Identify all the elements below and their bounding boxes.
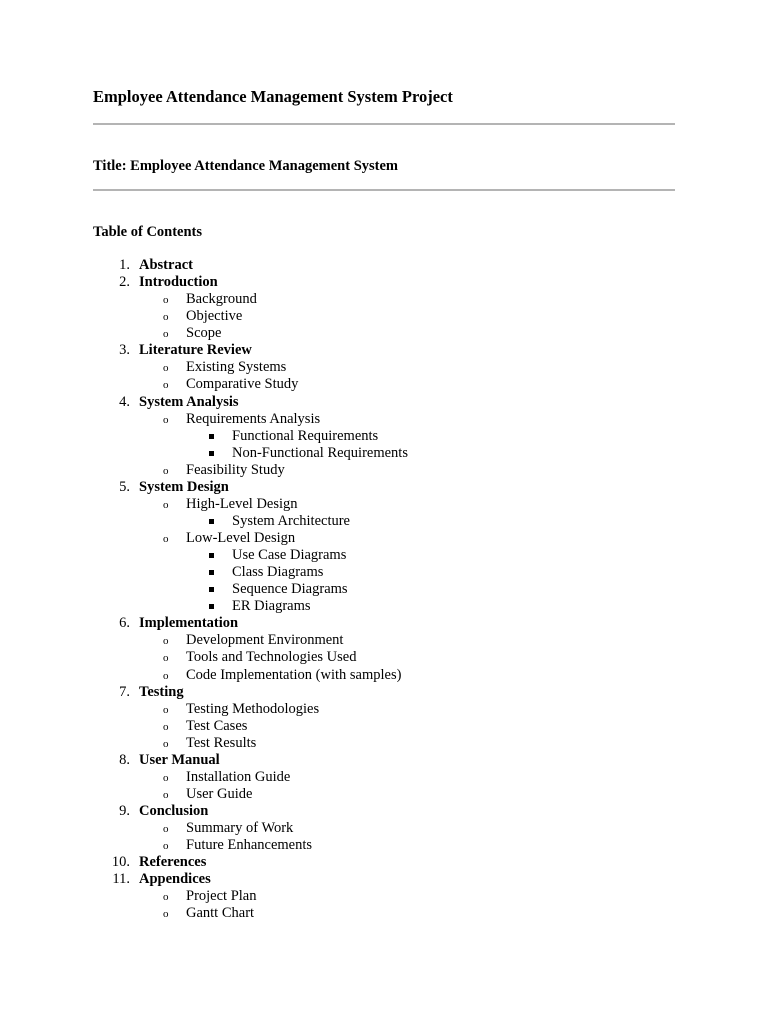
circle-bullet-icon: o (163, 533, 169, 545)
toc-item-label: Gantt Chart (186, 905, 255, 922)
toc-item-label: Future Enhancements (186, 837, 313, 854)
toc-subsubsection (0, 513, 768, 530)
circle-bullet-icon: o (163, 891, 169, 904)
toc-item-label: Use Case Diagrams (232, 547, 347, 564)
toc-item-label: Development Environment (186, 632, 344, 649)
toc-number: 6. (119, 615, 130, 632)
toc-subsection (0, 359, 768, 376)
toc-subsection (0, 769, 768, 786)
toc-item-label: Low-Level Design (186, 530, 296, 546)
toc-subsection (0, 667, 768, 684)
toc-subsection (0, 376, 768, 393)
toc-section (0, 871, 768, 888)
toc-item-label: System Analysis (139, 393, 239, 410)
toc-item-label: User Manual (139, 751, 220, 768)
toc-item-label: Functional Requirements (232, 427, 379, 444)
circle-bullet-icon: o (163, 771, 169, 784)
toc-item-label: Requirements Analysis (186, 410, 321, 427)
toc-subsection (0, 701, 768, 718)
toc-number: 9. (119, 803, 130, 819)
toc-item-label: Installation Guide (186, 768, 291, 785)
toc-item-label: Project Plan (186, 888, 257, 905)
toc-section (0, 342, 768, 359)
toc-item-label: Test Results (186, 734, 257, 751)
toc-section (0, 615, 768, 632)
table-of-contents (0, 257, 768, 922)
toc-number: 11. (112, 871, 130, 888)
toc-item-label: Test Cases (186, 717, 248, 734)
toc-subsubsection (0, 581, 768, 598)
toc-item-label: Literature Review (139, 342, 252, 359)
toc-subsection (0, 905, 768, 922)
toc-item-label: Abstract (139, 257, 193, 273)
toc-subsection (0, 649, 768, 666)
square-bullet-icon (209, 553, 214, 558)
toc-number: 3. (119, 342, 130, 359)
circle-bullet-icon: o (163, 908, 169, 921)
toc-subsection (0, 462, 768, 479)
toc-item-label: Appendices (139, 871, 211, 888)
toc-number: 7. (119, 683, 130, 700)
circle-bullet-icon: o (163, 498, 169, 511)
circle-bullet-icon: o (163, 379, 169, 392)
toc-section (0, 274, 768, 291)
square-bullet-icon (209, 451, 214, 456)
circle-bullet-icon: o (163, 652, 169, 665)
toc-heading: Table of Contents (93, 224, 203, 240)
toc-subsection (0, 308, 768, 325)
toc-subsection (0, 291, 768, 308)
toc-subsection (0, 837, 768, 854)
toc-item-label: User Guide (186, 785, 253, 802)
toc-item-label: Introduction (139, 274, 218, 291)
toc-subsection (0, 820, 768, 837)
toc-item-label: Code Implementation (with samples) (186, 666, 402, 683)
toc-subsection (0, 530, 768, 547)
toc-number: 10. (111, 854, 130, 871)
circle-bullet-icon: o (163, 788, 169, 801)
circle-bullet-icon: o (163, 311, 169, 324)
toc-item-label: Class Diagrams (232, 564, 324, 581)
toc-subsection (0, 325, 768, 342)
toc-item-label: Testing (139, 683, 184, 700)
toc-item-label: Sequence Diagrams (232, 581, 348, 598)
toc-item-label: Background (186, 291, 257, 308)
circle-bullet-icon: o (163, 720, 169, 733)
toc-item-label: System Design (139, 478, 229, 495)
toc-item-label: Implementation (139, 615, 239, 632)
circle-bullet-icon: o (163, 635, 169, 648)
toc-section (0, 803, 768, 820)
toc-subsection (0, 632, 768, 649)
toc-subsubsection (0, 428, 768, 445)
toc-section (0, 854, 768, 871)
circle-bullet-icon: o (163, 823, 169, 836)
toc-subsubsection (0, 598, 768, 615)
toc-section (0, 752, 768, 769)
circle-bullet-icon: o (163, 703, 169, 716)
toc-section (0, 684, 768, 701)
square-bullet-icon (209, 519, 214, 524)
horizontal-rule (93, 189, 675, 191)
circle-bullet-icon: o (163, 294, 169, 307)
toc-number: 8. (119, 751, 130, 768)
toc-subsection (0, 735, 768, 752)
toc-subsection (0, 786, 768, 803)
square-bullet-icon (209, 587, 214, 592)
toc-item-label: Scope (186, 325, 222, 342)
square-bullet-icon (209, 570, 214, 575)
horizontal-rule (93, 123, 675, 125)
toc-number: 4. (119, 393, 130, 410)
circle-bullet-icon: o (163, 669, 169, 682)
toc-section (0, 394, 768, 411)
toc-section (0, 479, 768, 496)
toc-item-label: Non-Functional Requirements (232, 444, 408, 461)
circle-bullet-icon: o (163, 328, 169, 341)
circle-bullet-icon: o (163, 413, 169, 426)
circle-bullet-icon: o (163, 737, 169, 750)
toc-number: 5. (119, 478, 130, 495)
toc-item-label: References (139, 854, 207, 871)
toc-subsubsection (0, 547, 768, 564)
square-bullet-icon (209, 434, 214, 439)
toc-subsection (0, 888, 768, 905)
toc-subsection (0, 496, 768, 513)
circle-bullet-icon: o (163, 464, 169, 477)
toc-item-label: System Architecture (232, 512, 350, 529)
project-title: Title: Employee Attendance Management System (93, 158, 398, 174)
toc-item-label: Tools and Technologies Used (186, 649, 357, 666)
toc-section (0, 257, 768, 274)
toc-item-label: High-Level Design (186, 495, 298, 512)
toc-item-label: Existing Systems (186, 359, 287, 376)
toc-subsection (0, 411, 768, 428)
toc-item-label: Summary of Work (186, 820, 294, 837)
toc-item-label: Feasibility Study (186, 461, 285, 478)
square-bullet-icon (209, 604, 214, 609)
toc-subsubsection (0, 445, 768, 462)
toc-subsection (0, 718, 768, 735)
toc-subsubsection (0, 564, 768, 581)
toc-number: 1. (119, 257, 130, 273)
toc-item-label: ER Diagrams (232, 598, 311, 615)
toc-item-label: Comparative Study (186, 376, 299, 393)
circle-bullet-icon: o (163, 362, 169, 375)
circle-bullet-icon: o (163, 840, 169, 853)
toc-item-label: Conclusion (139, 803, 209, 819)
toc-number: 2. (119, 274, 130, 291)
toc-item-label: Testing Methodologies (186, 700, 320, 717)
toc-item-label: Objective (186, 308, 243, 325)
document-title: Employee Attendance Management System Project (93, 87, 453, 106)
